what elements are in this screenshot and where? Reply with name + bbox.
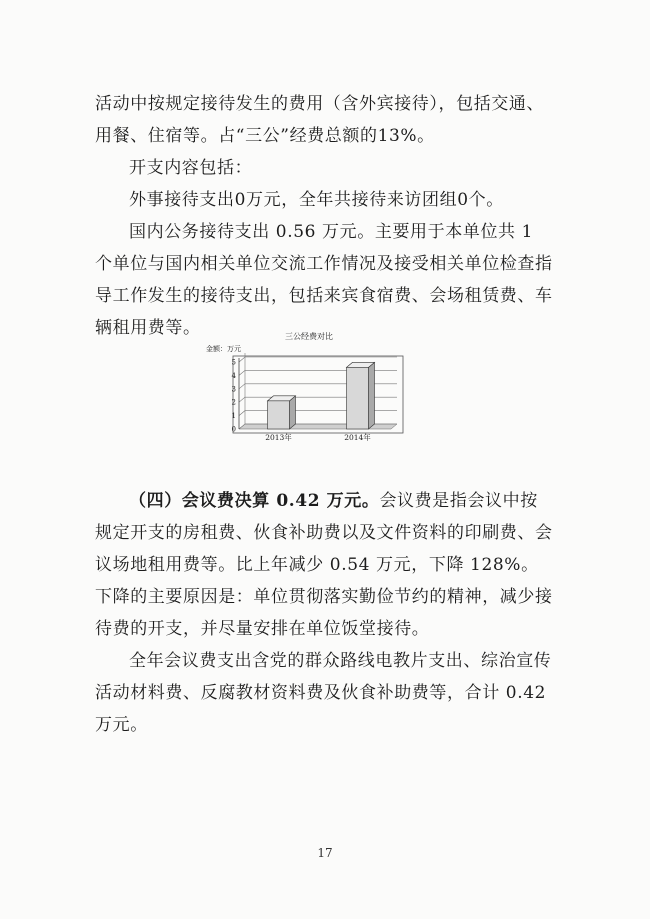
y-tick-label: 5 <box>231 358 236 367</box>
y-tick-label: 3 <box>231 385 236 394</box>
meeting-expense-heading: （四）会议费决算 0.42 万元。 <box>129 491 380 511</box>
y-tick-label: 2 <box>231 398 236 407</box>
x-tick-label: 2014年 <box>344 433 371 442</box>
y-tick-label: 0 <box>231 425 236 434</box>
chart-frame <box>233 356 403 433</box>
y-tick-label: 1 <box>231 412 236 421</box>
meeting-expense-text: 会议费是指会议中按规定开支的房租费、伙食补助费以及文件资料的印刷费、会议场地租用费等。比上年减少 0.54 万元，下降 128%。下降的主要原因是：单位贯彻落实勤俭节约的精神，减少接待费的开支，并尽量安排在单位饭堂接待。 <box>95 491 553 639</box>
chart-title: 三公经费对比 <box>285 332 333 341</box>
page-number: 17 <box>317 846 333 860</box>
paragraph-domestic-reception: 国内公务接待支出 0.56 万元。主要用于本单位共 1 个单位与国内相关单位交流工作情况及接受相关单位检查指导工作发生的接待支出，包括来宾食宿费、会场租赁费、车辆租用费等。 <box>95 222 553 338</box>
chart-x-ticks <box>265 432 371 442</box>
chart-bars <box>268 362 375 429</box>
bar <box>268 396 296 429</box>
bar-chart <box>205 330 410 445</box>
paragraph-foreign-reception: 外事接待支出0万元，全年共接待来访团组0个。 <box>129 190 504 210</box>
y-tick-label: 4 <box>231 371 236 380</box>
chart-ylabel: 金额：万元 <box>206 345 241 353</box>
paragraph-meeting-expense <box>95 485 555 645</box>
x-tick-label: 2013年 <box>265 433 292 442</box>
bar <box>347 362 375 429</box>
paragraph-reception-share: 活动中按规定接待发生的费用（含外宾接待），包括交通、用餐、住宿等。占“三公”经费总额的13%。 <box>95 94 545 146</box>
chart-y-ticks <box>232 359 237 434</box>
paragraph-meeting-total: 全年会议费支出含党的群众路线电教片支出、综治宣传活动材料费、反腐教材资料费及伙食补助费等，合计 0.42 万元。 <box>95 651 552 735</box>
grid-line <box>239 357 397 362</box>
paragraph-expense-content-heading: 开支内容包括： <box>129 158 253 178</box>
